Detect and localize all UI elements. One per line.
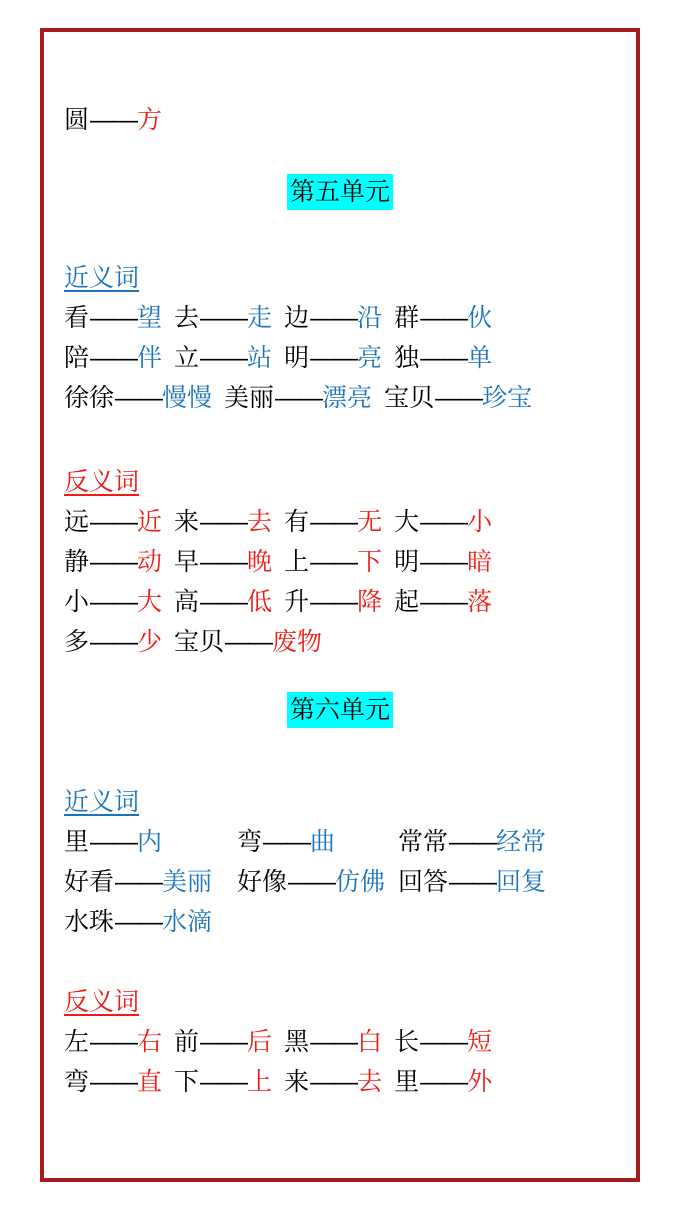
base-word: 前	[174, 1028, 200, 1056]
base-word: 来	[284, 1068, 310, 1096]
base-word: 好像	[237, 868, 288, 896]
antonym-word: 下	[357, 548, 383, 576]
unit5-antonyms-heading: 反义词	[64, 468, 140, 496]
base-word: 圆	[64, 106, 90, 134]
synonym-word: 单	[467, 344, 493, 372]
word-pair	[64, 822, 237, 862]
dash-connector: ——	[310, 508, 357, 536]
base-word: 来	[174, 508, 200, 536]
synonym-word: 望	[137, 304, 163, 332]
dash-connector: ——	[90, 344, 137, 372]
dash-connector: ——	[115, 868, 162, 896]
synonym-word: 沿	[357, 304, 383, 332]
word-row	[64, 902, 628, 942]
antonym-word: 晚	[247, 548, 273, 576]
word-pair	[237, 822, 398, 862]
unit5-synonyms-heading: 近义词	[64, 264, 140, 292]
base-word: 徐徐	[64, 384, 115, 412]
word-row	[64, 338, 628, 378]
base-word: 明	[284, 344, 310, 372]
synonym-word: 亮	[357, 344, 383, 372]
word-pair	[64, 100, 162, 140]
word-row	[64, 582, 628, 622]
dash-connector: ——	[449, 828, 496, 856]
base-word: 回答	[398, 868, 449, 896]
unit5-synonyms-list	[64, 298, 628, 418]
word-pair	[284, 582, 382, 622]
page-border-frame	[40, 28, 640, 1182]
base-word: 里	[394, 1068, 420, 1096]
word-pair	[224, 378, 372, 418]
base-word: 远	[64, 508, 90, 536]
synonym-word: 经常	[496, 828, 547, 856]
base-word: 黑	[284, 1028, 310, 1056]
dash-connector: ——	[420, 304, 467, 332]
dash-connector: ——	[200, 548, 247, 576]
base-word: 起	[394, 588, 420, 616]
antonym-word: 近	[137, 508, 163, 536]
unit6-synonyms-list	[64, 822, 628, 942]
word-pair	[64, 378, 212, 418]
word-pair	[394, 542, 492, 582]
unit6-antonyms-heading: 反义词	[64, 988, 140, 1016]
word-row	[64, 298, 628, 338]
word-pair	[284, 542, 382, 582]
dash-connector: ——	[420, 548, 467, 576]
dash-connector: ——	[288, 868, 335, 896]
word-row	[64, 1062, 628, 1102]
word-pair	[64, 542, 162, 582]
dash-connector: ——	[310, 548, 357, 576]
word-pair	[284, 338, 382, 378]
dash-connector: ——	[200, 588, 247, 616]
base-word: 小	[64, 588, 90, 616]
dash-connector: ——	[200, 344, 247, 372]
word-pair	[398, 862, 628, 902]
word-pair	[64, 338, 162, 378]
dash-connector: ——	[420, 508, 467, 536]
base-word: 大	[394, 508, 420, 536]
synonym-word: 回复	[496, 868, 547, 896]
dash-connector: ——	[310, 1068, 357, 1096]
antonym-word: 动	[137, 548, 163, 576]
dash-connector: ——	[420, 588, 467, 616]
dash-connector: ——	[90, 628, 137, 656]
base-word: 美丽	[224, 384, 275, 412]
base-word: 群	[394, 304, 420, 332]
base-word: 上	[284, 548, 310, 576]
base-word: 常常	[398, 828, 449, 856]
antonym-word: 短	[467, 1028, 493, 1056]
antonym-word: 外	[467, 1068, 493, 1096]
word-pair	[64, 622, 162, 662]
base-word: 弯	[237, 828, 263, 856]
word-pair	[174, 1062, 272, 1102]
base-word: 陪	[64, 344, 90, 372]
dash-connector: ——	[90, 508, 137, 536]
synonym-word: 伙	[467, 304, 493, 332]
word-pair	[64, 1062, 162, 1102]
antonym-word: 去	[247, 508, 273, 536]
dash-connector: ——	[275, 384, 322, 412]
dash-connector: ——	[115, 384, 162, 412]
base-word: 明	[394, 548, 420, 576]
dash-connector: ——	[200, 304, 247, 332]
antonym-word: 后	[247, 1028, 273, 1056]
base-word: 边	[284, 304, 310, 332]
word-pair	[284, 1062, 382, 1102]
word-pair	[174, 1022, 272, 1062]
base-word: 去	[174, 304, 200, 332]
word-pair	[64, 902, 237, 942]
antonym-word: 落	[467, 588, 493, 616]
word-pair	[394, 298, 492, 338]
word-pair	[174, 622, 322, 662]
base-word: 多	[64, 628, 90, 656]
dash-connector: ——	[420, 1028, 467, 1056]
word-pair	[398, 822, 628, 862]
word-row	[64, 502, 628, 542]
antonym-word: 废物	[272, 628, 323, 656]
dash-connector: ——	[435, 384, 482, 412]
antonym-word: 方	[137, 106, 163, 134]
base-word: 好看	[64, 868, 115, 896]
base-word: 升	[284, 588, 310, 616]
synonym-word: 水滴	[162, 908, 213, 936]
dash-connector: ——	[90, 828, 137, 856]
word-row	[64, 622, 628, 662]
base-word: 左	[64, 1028, 90, 1056]
word-pair	[64, 1022, 162, 1062]
synonym-word: 站	[247, 344, 273, 372]
synonym-word: 内	[137, 828, 163, 856]
dash-connector: ——	[200, 508, 247, 536]
base-word: 静	[64, 548, 90, 576]
word-pair	[174, 298, 272, 338]
antonym-word: 小	[467, 508, 493, 536]
base-word: 长	[394, 1028, 420, 1056]
word-pair	[284, 502, 382, 542]
synonym-word: 伴	[137, 344, 163, 372]
dash-connector: ——	[420, 344, 467, 372]
word-pair	[394, 502, 492, 542]
base-word: 宝贝	[174, 628, 225, 656]
antonym-word: 无	[357, 508, 383, 536]
synonym-word: 珍宝	[482, 384, 533, 412]
base-word: 宝贝	[384, 384, 435, 412]
antonym-word: 上	[247, 1068, 273, 1096]
word-pair	[174, 502, 272, 542]
intro-pair	[64, 100, 628, 140]
word-pair	[394, 338, 492, 378]
dash-connector: ——	[310, 588, 357, 616]
unit5-title: 第五单元	[287, 174, 393, 210]
word-pair	[394, 1062, 492, 1102]
dash-connector: ——	[310, 304, 357, 332]
base-word: 早	[174, 548, 200, 576]
word-pair	[174, 338, 272, 378]
antonym-word: 暗	[467, 548, 493, 576]
dash-connector: ——	[90, 304, 137, 332]
word-pair	[284, 298, 382, 338]
base-word: 看	[64, 304, 90, 332]
antonym-word: 少	[137, 628, 163, 656]
dash-connector: ——	[263, 828, 310, 856]
unit5-title-row	[44, 172, 636, 212]
word-row	[64, 542, 628, 582]
dash-connector: ——	[90, 1028, 137, 1056]
base-word: 立	[174, 344, 200, 372]
unit6-antonyms-list	[64, 1022, 628, 1102]
dash-connector: ——	[115, 908, 162, 936]
word-pair	[237, 862, 398, 902]
unit6-title: 第六单元	[287, 692, 393, 728]
word-pair	[384, 378, 532, 418]
base-word: 独	[394, 344, 420, 372]
word-row	[64, 862, 628, 902]
base-word: 弯	[64, 1068, 90, 1096]
synonym-word: 慢慢	[162, 384, 213, 412]
base-word: 水珠	[64, 908, 115, 936]
synonym-word: 曲	[310, 828, 336, 856]
base-word: 里	[64, 828, 90, 856]
dash-connector: ——	[420, 1068, 467, 1096]
word-row	[64, 1022, 628, 1062]
word-pair	[64, 298, 162, 338]
dash-connector: ——	[90, 588, 137, 616]
synonym-word: 漂亮	[322, 384, 373, 412]
dash-connector: ——	[225, 628, 272, 656]
base-word: 高	[174, 588, 200, 616]
word-pair	[64, 582, 162, 622]
dash-connector: ——	[449, 868, 496, 896]
synonym-word: 美丽	[162, 868, 213, 896]
synonym-word: 走	[247, 304, 273, 332]
antonym-word: 白	[357, 1028, 383, 1056]
word-pair	[64, 502, 162, 542]
dash-connector: ——	[310, 344, 357, 372]
word-pair	[64, 862, 237, 902]
unit6-title-row	[44, 690, 636, 730]
word-pair	[394, 582, 492, 622]
word-row	[64, 822, 628, 862]
base-word: 下	[174, 1068, 200, 1096]
dash-connector: ——	[90, 106, 137, 134]
dash-connector: ——	[90, 1068, 137, 1096]
dash-connector: ——	[200, 1068, 247, 1096]
antonym-word: 去	[357, 1068, 383, 1096]
word-row	[64, 378, 628, 418]
word-pair	[174, 542, 272, 582]
antonym-word: 右	[137, 1028, 163, 1056]
unit6-synonyms-heading: 近义词	[64, 788, 140, 816]
dash-connector: ——	[200, 1028, 247, 1056]
word-pair	[284, 1022, 382, 1062]
antonym-word: 低	[247, 588, 273, 616]
antonym-word: 降	[357, 588, 383, 616]
dash-connector: ——	[310, 1028, 357, 1056]
unit5-antonyms-list	[64, 502, 628, 662]
word-pair	[174, 582, 272, 622]
base-word: 有	[284, 508, 310, 536]
dash-connector: ——	[90, 548, 137, 576]
word-pair	[394, 1022, 492, 1062]
synonym-word: 仿佛	[335, 868, 386, 896]
antonym-word: 直	[137, 1068, 163, 1096]
antonym-word: 大	[137, 588, 163, 616]
